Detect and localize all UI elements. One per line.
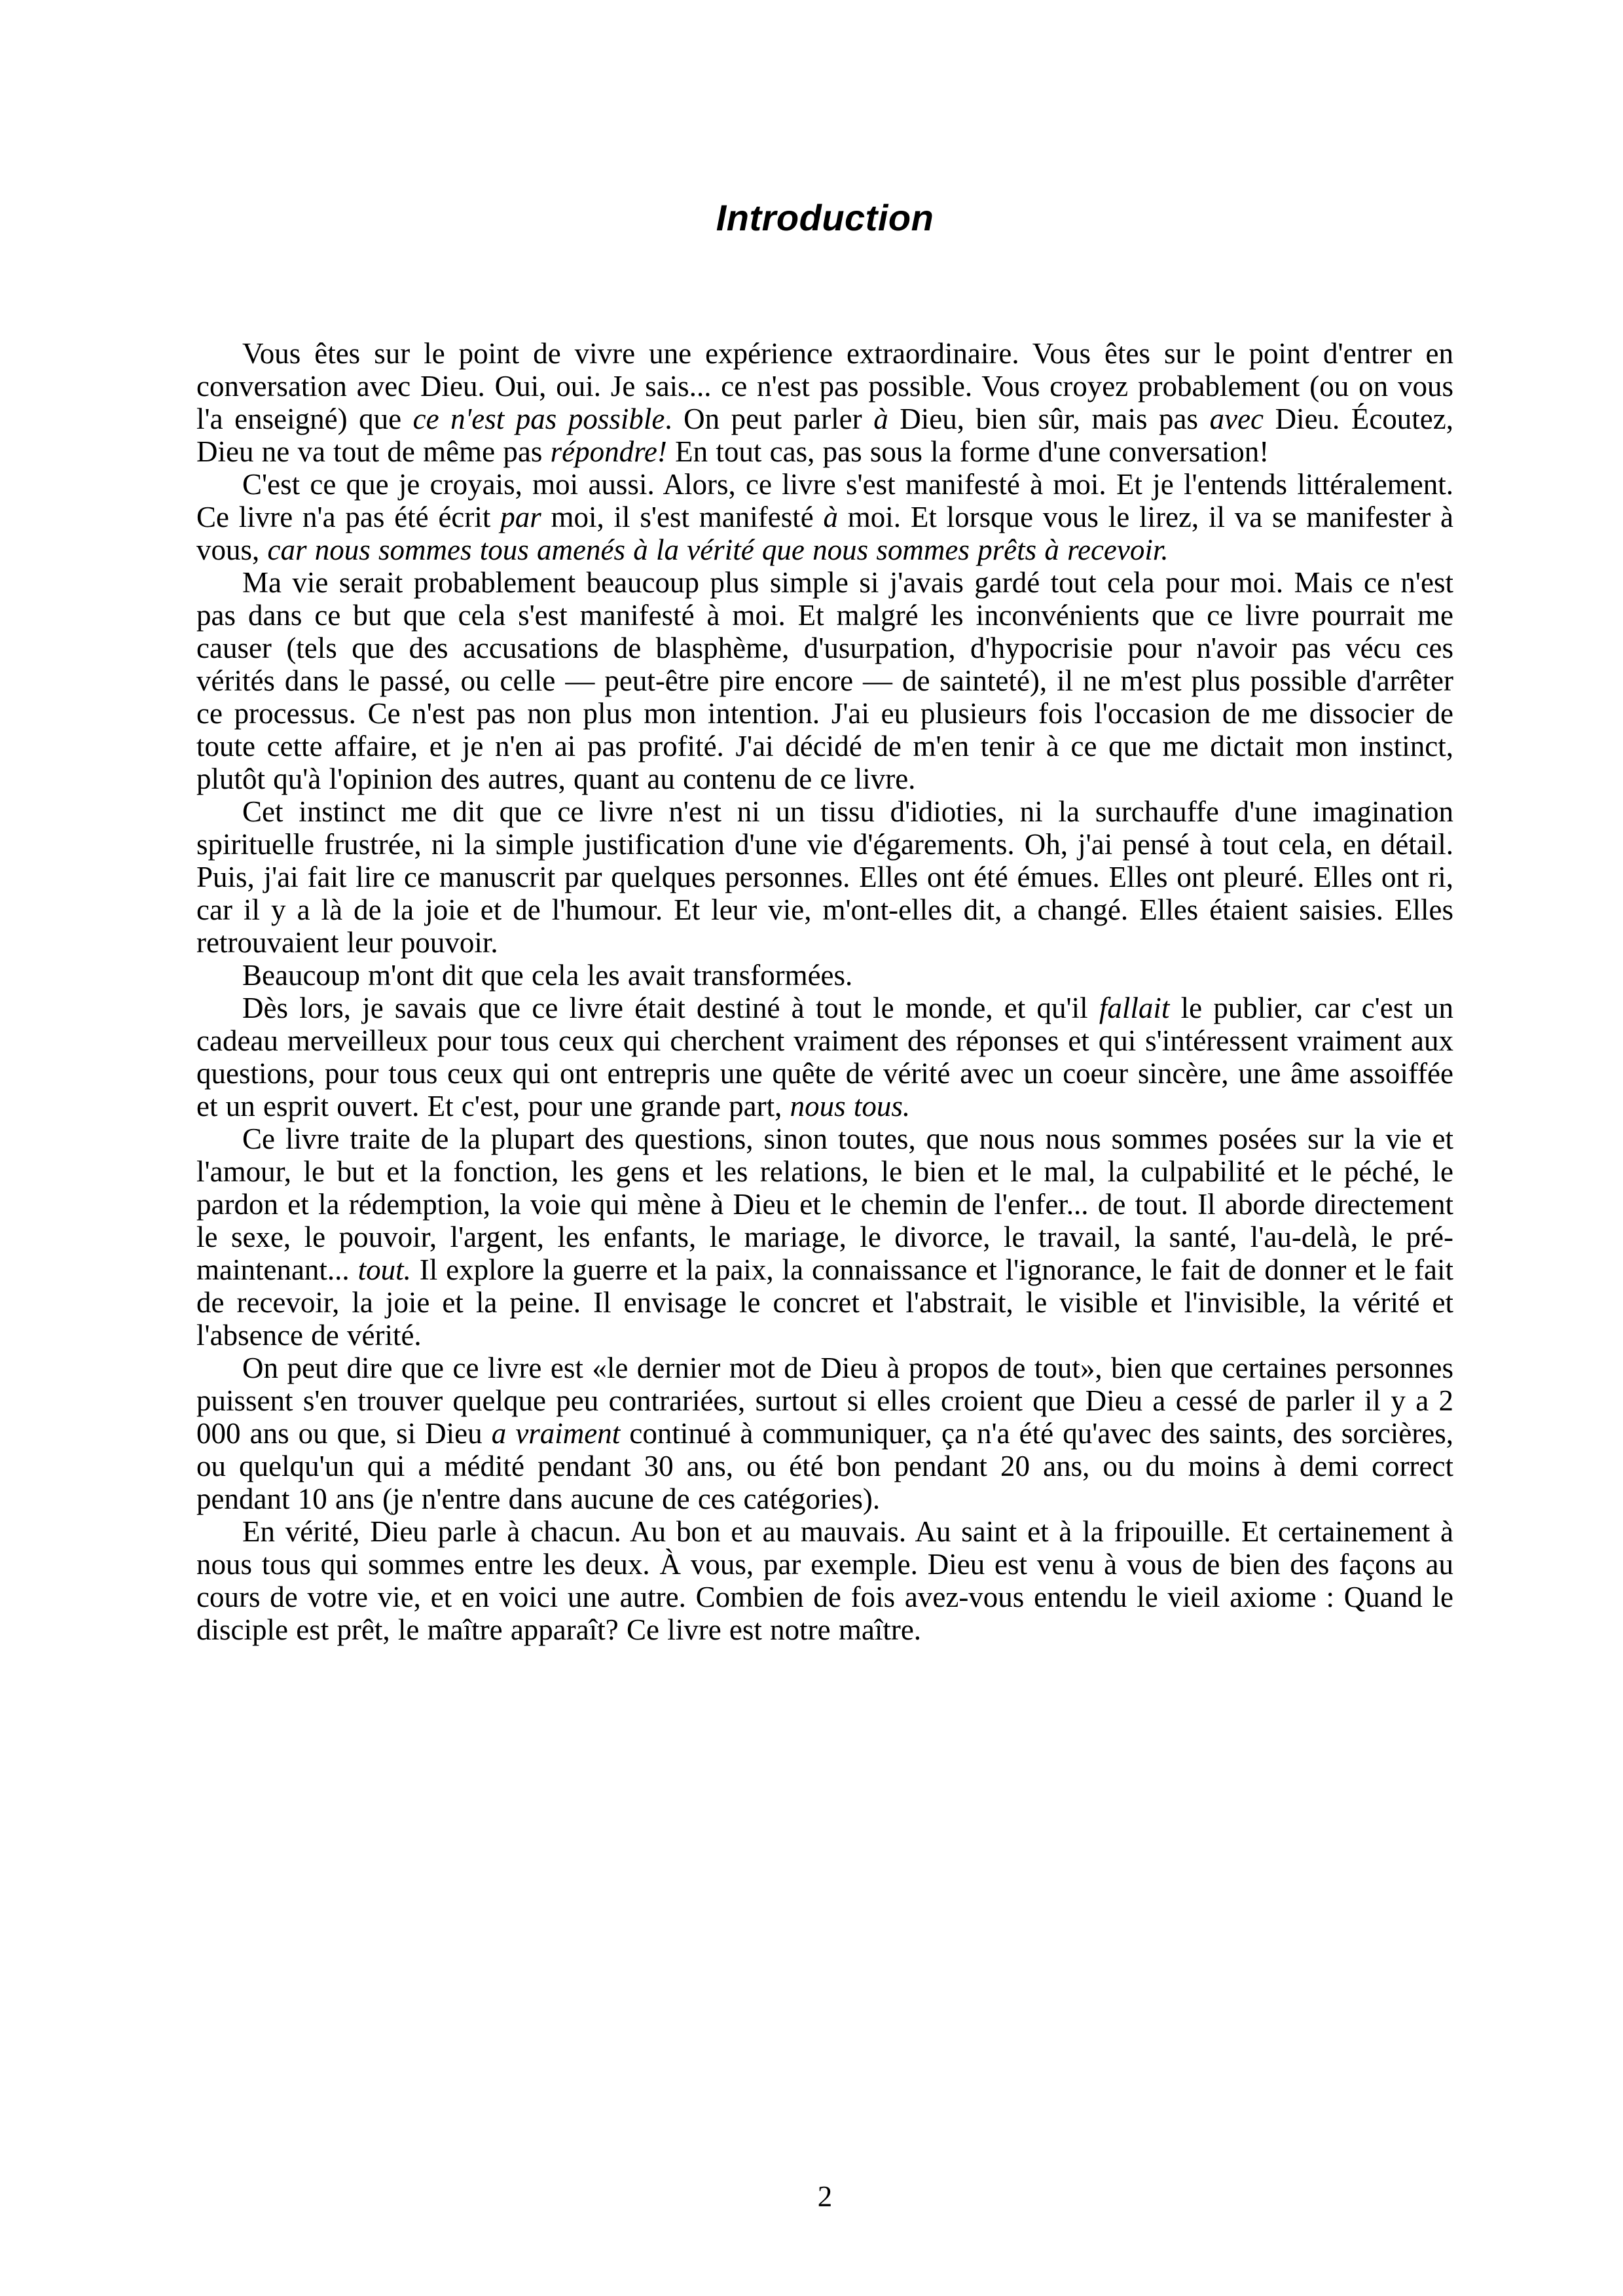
emphasized-text: à: [823, 501, 838, 533]
emphasized-text: par: [500, 501, 541, 533]
paragraph: [196, 337, 1453, 468]
body-text: C'est ce que je croyais, moi aussi. Alors, ce livre s'est manifesté à moi. Et je l'entends littéralement. Ce livre n'a pas été écrit: [196, 468, 1453, 533]
emphasized-text: ce n'est pas possible: [412, 403, 665, 435]
body-text: En tout cas, pas sous la forme d'une conversation!: [666, 435, 1269, 468]
body-text: moi. Et lorsque vous le lirez, il va se manifester à vous,: [196, 501, 1453, 566]
paragraph: [196, 468, 1453, 566]
paragraph: [196, 1352, 1453, 1515]
body-text: . On peut parler: [665, 403, 874, 435]
body-text: Il explore la guerre et la paix, la connaissance et l'ignorance, le fait de donner et le fait de recevoir, la joie et la peine. Il envisage le concret et l'abstrait, le visible et l'invisible, la vérité et l'absence de vérité.: [196, 1253, 1454, 1352]
page-number: 2: [817, 2180, 833, 2213]
body-paragraphs: [196, 337, 1453, 1646]
body-text: moi, il s'est manifesté: [541, 501, 824, 533]
body-text: continué à communiquer, ça n'a été qu'avec des saints, des sorcières, ou quelqu'un qui a médité pendant 30 ans, ou été bon pendant 20 ans, ou du moins à demi correct pendant 10 ans (je n'entre dans aucune de ces catégories).: [196, 1417, 1453, 1515]
emphasized-text: répondre!: [550, 435, 667, 468]
paragraph: [196, 1122, 1453, 1352]
text-block: [196, 196, 1453, 1646]
body-text: En vérité, Dieu parle à chacun. Au bon et au mauvais. Au saint et à la fripouille. Et certainement à nous tous qui sommes entre les deux. À vous, par exemple. Dieu est venu à vous de bien des façons au cours de votre vie, et en voici une autre. Combien de fois avez-vous entendu le vieil axiome : Quand le disciple est prêt, le maître apparaît? Ce livre est notre maître.: [196, 1515, 1453, 1646]
paragraph: [196, 992, 1453, 1122]
page-title: Introduction: [716, 197, 934, 238]
paragraph: [196, 566, 1453, 795]
emphasized-text: avec: [1209, 403, 1264, 435]
body-text: Ma vie serait probablement beaucoup plus simple si j'avais gardé tout cela pour moi. Mais ce n'est pas dans ce but que cela s'est manifesté à moi. Et malgré les inconvénients que ce livre pourrait me causer (tels que des accusations de blasphème, d'usurpation, d'hypocrisie pour n'avoir pas vécu ces vérités dans le passé, ou celle — peut-être pire encore — de sainteté), il ne m'est plus possible d'arrêter ce processus. Ce n'est pas non plus mon intention. J'ai eu plusieurs fois l'occasion de me dissocier de toute cette affaire, et je n'en ai pas profité. J'ai décidé de m'en tenir à ce que me dictait mon instinct, plutôt qu'à l'opinion des autres, quant au contenu de ce livre.: [196, 566, 1453, 795]
body-text: Dieu. Écoutez, Dieu ne va tout de même pas: [196, 403, 1453, 468]
body-text: Dès lors, je savais que ce livre était destiné à tout le monde, et qu'il: [242, 992, 1099, 1024]
emphasized-text: à: [873, 403, 888, 435]
emphasized-text: car nous sommes tous amenés à la vérité que nous sommes prêts à recevoir.: [267, 533, 1169, 566]
body-text: Vous êtes sur le point de vivre une expérience extraordinaire. Vous êtes sur le point d'entrer en conversation avec Dieu. Oui, oui. Je sais... ce n'est pas possible. Vous croyez probablement (ou on vous l'a enseigné) que: [196, 337, 1453, 435]
emphasized-text: nous tous.: [790, 1090, 911, 1122]
body-text: le publier, car c'est un cadeau merveilleux pour tous ceux qui cherchent vraiment des réponses et qui s'intéressent vraiment aux questions, pour tous ceux qui ont entrepris une quête de vérité avec un coeur sincère, une âme assoiffée et un esprit ouvert. Et c'est, pour une grande part,: [196, 992, 1454, 1122]
body-text: Beaucoup m'ont dit que cela les avait transformées.: [242, 959, 853, 992]
emphasized-text: fallait: [1099, 992, 1170, 1024]
paragraph: [196, 959, 1453, 992]
body-text: On peut dire que ce livre est «le dernier mot de Dieu à propos de tout», bien que certaines personnes puissent s'en trouver quelque peu contrariées, surtout si elles croient que Dieu a cessé de parler il y a 2 000 ans ou que, si Dieu: [196, 1352, 1453, 1450]
paragraph: [196, 795, 1453, 959]
emphasized-text: tout.: [357, 1253, 411, 1286]
emphasized-text: a vraiment: [491, 1417, 621, 1450]
body-text: Cet instinct me dit que ce livre n'est ni un tissu d'idioties, ni la surchauffe d'une imagination spirituelle frustrée, ni la simple justification d'une vie d'égarements. Oh, j'ai pensé à tout cela, en détail. Puis, j'ai fait lire ce manuscrit par quelques personnes. Elles ont été émues. Elles ont pleuré. Elles ont ri, car il y a là de la joie et de l'humour. Et leur vie, m'ont-elles dit, a changé. Elles étaient saisies. Elles retrouvaient leur pouvoir.: [196, 795, 1453, 959]
body-text: Dieu, bien sûr, mais pas: [888, 403, 1210, 435]
body-text: Ce livre traite de la plupart des questions, sinon toutes, que nous nous sommes posées sur la vie et l'amour, le but et la fonction, les gens et les relations, le bien et le mal, la culpabilité et le péché, le pardon et la rédemption, la voie qui mène à Dieu et le chemin de l'enfer... de tout. Il aborde directement le sexe, le pouvoir, l'argent, les enfants, le mariage, le divorce, le travail, la santé, l'au-delà, le pré-maintenant...: [196, 1122, 1453, 1286]
paragraph: [196, 1515, 1453, 1646]
